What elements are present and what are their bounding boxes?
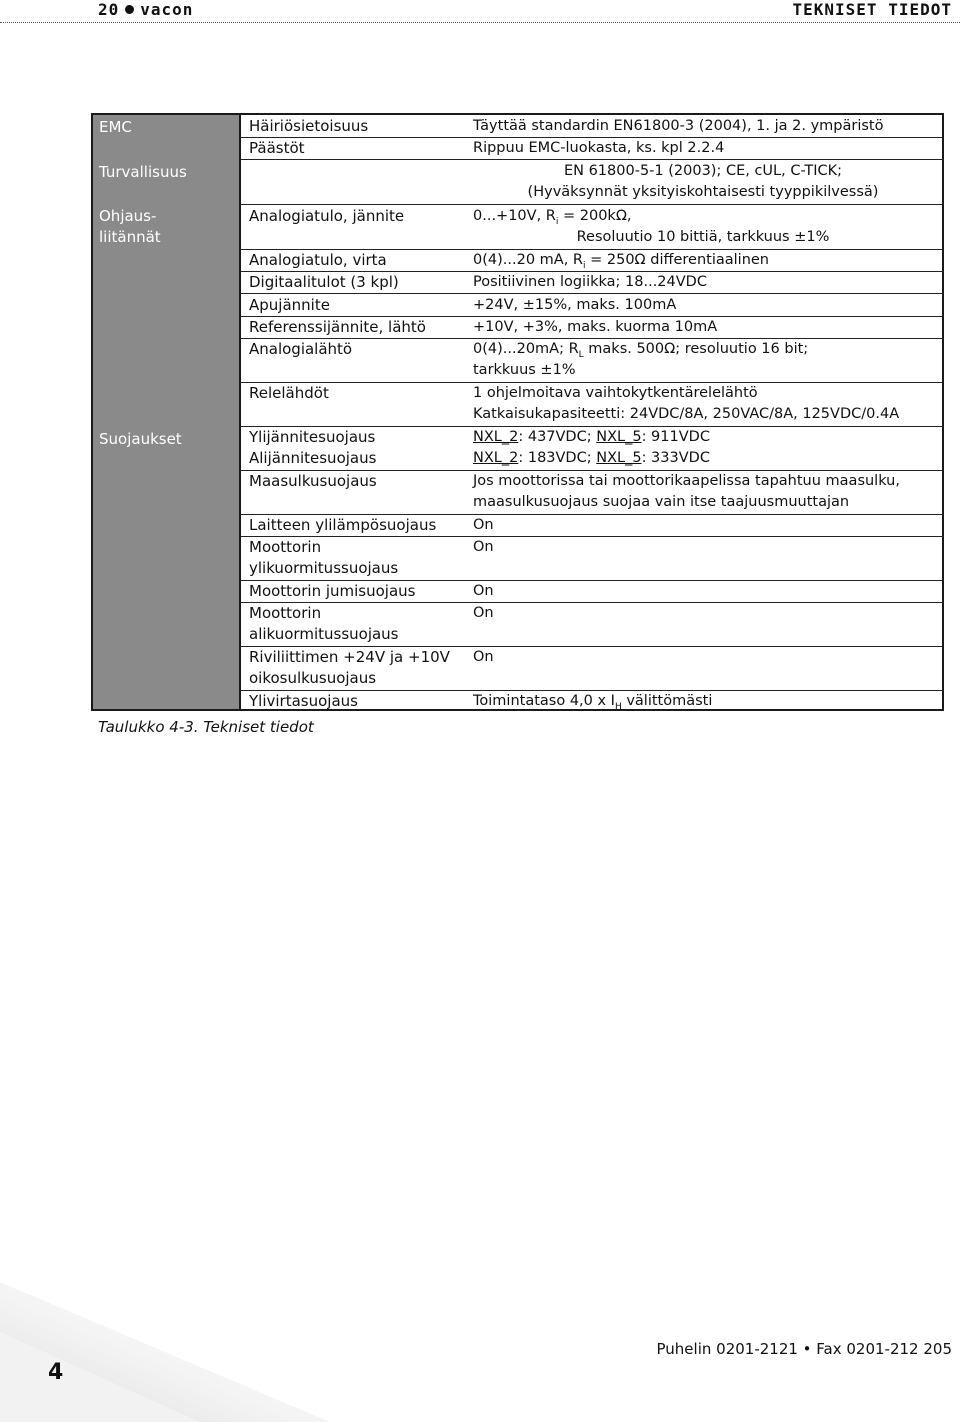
row-value: 1 ohjelmoitava vaihtokytkentärelelähtö	[473, 385, 758, 401]
row-value: EN 61800-5-1 (2003); CE, cUL, C-TICK;	[563, 163, 843, 179]
header-divider	[0, 22, 960, 23]
row-separator	[241, 536, 944, 537]
row-separator	[241, 159, 944, 160]
row-label: ylikuormitussuojaus	[249, 559, 399, 577]
footer-page-number: 4	[48, 1360, 64, 1385]
row-separator	[241, 293, 944, 294]
row-label: Ylijännitesuojaus	[249, 428, 376, 446]
footer-contact: Puhelin 0201-2121 • Fax 0201-212 205	[656, 1340, 952, 1358]
row-label: Moottorin jumisuojaus	[249, 582, 416, 600]
bullet-icon	[125, 5, 134, 14]
row-value: +24V, ±15%, maks. 100mA	[473, 297, 677, 313]
row-label: Alijännitesuojaus	[249, 449, 377, 467]
row-label: Moottorin	[249, 604, 322, 622]
row-value: Jos moottorissa tai moottorikaapelissa tapahtuu maasulku,	[473, 473, 900, 489]
row-value: 0...+10V, $R_i = 200k\Omega$,	[473, 208, 632, 227]
row-value: On	[473, 605, 494, 621]
row-label: Analogiatulo, jännite	[249, 207, 405, 225]
row-value: (Hyväksynnät yksityiskohtaisesti tyyppikilvessä)	[527, 184, 879, 200]
row-value: Resoluutio 10 bittiä, tarkkuus ±1%	[576, 229, 830, 245]
row-label: alikuormitussuojaus	[249, 625, 399, 643]
table-caption: Taulukko 4-3. Tekniset tiedot	[98, 718, 314, 736]
row-value: Toimintataso 4,0 x $I_H$ välittömästi	[473, 693, 713, 712]
category-column	[93, 115, 239, 709]
row-label: Päästöt	[249, 139, 305, 157]
row-value: Positiivinen logiikka; 18...24VDC	[473, 274, 707, 290]
header-section-title: TEKNISET TIEDOT	[792, 0, 952, 19]
decorative-corner-graphic	[0, 1262, 330, 1422]
row-label: Häiriösietoisuus	[249, 117, 369, 135]
row-value: On	[473, 649, 494, 665]
category-protections: Suojaukset	[99, 430, 182, 448]
row-value: Täyttää standardin EN61800-3 (2004), 1. ja 2. ympäristö	[473, 118, 884, 134]
row-value: maasulkusuojaus suojaa vain itse taajuusmuuttajan	[473, 494, 850, 510]
category-safety: Turvallisuus	[99, 163, 187, 181]
row-value: On	[473, 517, 494, 533]
header-brand: vacon	[140, 0, 194, 19]
row-label: Ylivirtasuojaus	[249, 692, 358, 710]
row-value: NXL_2: 437VDC; NXL_5: 911VDC	[473, 429, 710, 445]
header-left	[98, 0, 193, 19]
category-emc: EMC	[99, 118, 132, 136]
row-label: Laitteen ylilämpösuojaus	[249, 516, 437, 534]
header-page-number: 20	[98, 0, 120, 19]
row-label: Maasulkusuojaus	[249, 472, 377, 490]
row-label: Digitaalitulot (3 kpl)	[249, 273, 399, 291]
row-value: 0(4)...20mA; $R_L$ maks. 500Ω; resoluutio 16 bit;	[473, 341, 809, 360]
row-value: NXL_2: 183VDC; NXL_5: 333VDC	[473, 450, 710, 466]
category-control-line2: liitännät	[99, 228, 161, 246]
page-header	[0, 0, 960, 22]
row-label: Relelähdöt	[249, 384, 329, 402]
spec-table	[91, 113, 944, 711]
row-label: Moottorin	[249, 538, 322, 556]
row-separator	[241, 204, 944, 205]
row-value: +10V, +3%, maks. kuorma 10mA	[473, 319, 718, 335]
row-label: Referenssijännite, lähtö	[249, 318, 426, 336]
row-label: Analogiatulo, virta	[249, 251, 387, 269]
row-value: Rippuu EMC-luokasta, ks. kpl 2.2.4	[473, 140, 725, 156]
row-value: Katkaisukapasiteetti: 24VDC/8A, 250VAC/8A, 125VDC/0.4A	[473, 406, 900, 422]
row-label: Riviliittimen +24V ja +10V	[249, 648, 450, 666]
row-label: Analogialähtö	[249, 340, 353, 358]
row-value: 0(4)...20 mA, $R_i = 250\Omega$ differentiaalinen	[473, 252, 769, 271]
row-value: On	[473, 539, 494, 555]
row-value: tarkkuus ±1%	[473, 362, 576, 378]
category-control-line1: Ohjaus-	[99, 207, 157, 225]
row-separator	[241, 602, 944, 603]
row-label: oikosulkusuojaus	[249, 669, 377, 687]
row-label: Apujännite	[249, 296, 330, 314]
row-value: On	[473, 583, 494, 599]
